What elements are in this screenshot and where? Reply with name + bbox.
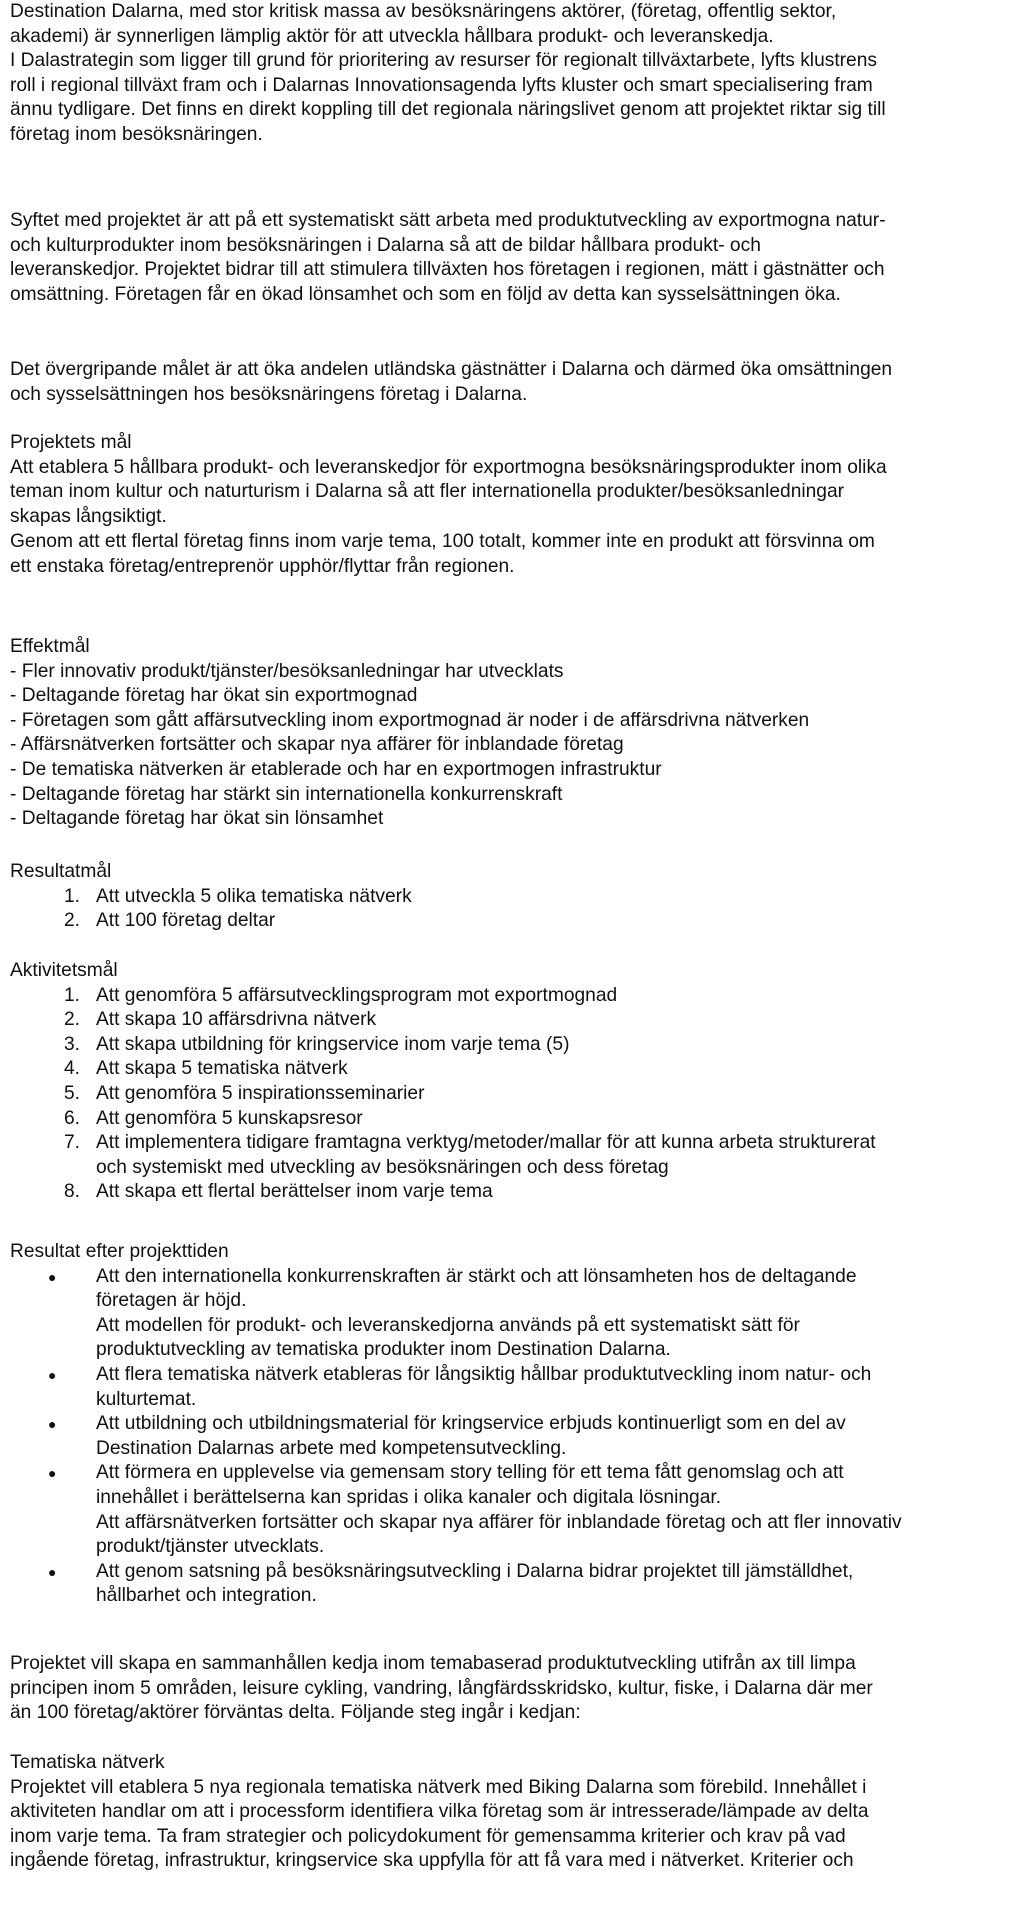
companies-paragraph bbox=[10, 530, 1020, 579]
item-number: 8. bbox=[63, 1181, 80, 1203]
item-text: Att utbildning och utbildningsmaterial för kringservice erbjuds kontinuerligt som en del av bbox=[96, 1413, 846, 1435]
text-line: Projektet vill etablera 5 nya regionala tematiska nätverk med Biking Dalarna som förebild. Innehållet i bbox=[10, 1776, 867, 1798]
item-text: Att den internationella konkurrenskraften är stärkt och att lönsamheten hos de deltagande bbox=[96, 1265, 857, 1287]
list-item: - Fler innovativ produkt/tjänster/besöksanledningar har utvecklats bbox=[10, 660, 564, 682]
bullet-item bbox=[10, 1461, 1020, 1559]
section-heading: Resultatmål bbox=[10, 861, 112, 882]
section-heading: Projektets mål bbox=[10, 432, 132, 453]
item-text: Att genomföra 5 kunskapsresor bbox=[96, 1107, 363, 1129]
item-text: företagen är höjd. bbox=[96, 1290, 247, 1312]
bullet-icon: ● bbox=[48, 1268, 57, 1285]
section-heading: Effektmål bbox=[10, 636, 90, 657]
list-item: - Deltagande företag har ökat sin exportmognad bbox=[10, 685, 418, 707]
text-line: ännu tydligare. Det finns en direkt koppling till det regionala näringslivet genom att projektet riktar sig till bbox=[10, 99, 886, 121]
text-line: och sysselsättningen hos besöksnäringens företag i Dalarna. bbox=[10, 383, 528, 405]
item-text: Att implementera tidigare framtagna verktyg/metoder/mallar för att kunna arbeta strukturerat bbox=[96, 1132, 876, 1154]
text-line: och kulturprodukter inom besöksnäringen i Dalarna så att de bildar hållbara produkt- och bbox=[10, 234, 761, 256]
bullet-icon: ● bbox=[48, 1366, 57, 1383]
numbered-item bbox=[10, 1008, 1020, 1033]
intro-paragraph bbox=[10, 0, 1020, 148]
item-text: Att förmera en upplevelse via gemensam story telling för ett tema fått genomslag och att bbox=[96, 1462, 844, 1484]
item-text: hållbarhet och integration. bbox=[96, 1585, 317, 1607]
text-line: än 100 företag/aktörer förväntas delta. Följande steg ingår i kedjan: bbox=[10, 1702, 581, 1724]
text-line: leveranskedjor. Projektet bidrar till att stimulera tillväxten hos företagen i regionen, mätt i gästnätter och bbox=[10, 259, 885, 281]
item-number: 2. bbox=[63, 910, 80, 932]
thematic-networks-section bbox=[10, 1751, 1020, 1874]
text-line: roll i regional tillväxt fram och i Dalarnas Innovationsagenda lyfts kluster och smart specialisering fram bbox=[10, 74, 873, 96]
item-text: Att utveckla 5 olika tematiska nätverk bbox=[96, 885, 412, 907]
text-line: principen inom 5 områden, leisure cykling, vandring, långfärdsskridsko, kultur, fiske, i Dalarna där mer bbox=[10, 1677, 873, 1699]
text-line: Genom att ett flertal företag finns inom varje tema, 100 totalt, kommer inte en produkt att försvinna om bbox=[10, 531, 875, 552]
text-line: akademi) är synnerligen lämplig aktör för att utveckla hållbara produkt- och leveranskedja. bbox=[10, 25, 774, 47]
text-line: ingående företag, infrastruktur, kringservice ska uppfylla för att få vara med i nätverket. Kriterier och bbox=[10, 1850, 854, 1872]
item-text: Att skapa 5 tematiska nätverk bbox=[96, 1058, 348, 1080]
chain-paragraph bbox=[10, 1652, 1020, 1726]
numbered-item bbox=[10, 1082, 1020, 1107]
bullet-item bbox=[10, 1560, 1020, 1609]
activity-goals-section bbox=[10, 959, 1020, 1205]
item-text: innehållet i berättelserna kan spridas i olika kanaler och digitala lösningar. bbox=[96, 1486, 722, 1508]
item-text: produkt/tjänster utvecklats. bbox=[96, 1536, 325, 1558]
text-line: skapas långsiktigt. bbox=[10, 505, 167, 527]
effect-goals-section bbox=[10, 635, 1020, 832]
list-item: - Deltagande företag har stärkt sin internationella konkurrenskraft bbox=[10, 783, 563, 805]
text-line: Destination Dalarna, med stor kritisk massa av besöksnäringens aktörer, (företag, offentlig sektor, bbox=[10, 1, 837, 22]
list-item: - Affärsnätverken fortsätter och skapar nya affärer för inblandade företag bbox=[10, 734, 624, 756]
item-text: och systemiskt med utveckling av besöksnäringen och dess företag bbox=[96, 1156, 669, 1178]
after-results-section bbox=[10, 1240, 1020, 1609]
item-text: Att modellen för produkt- och leveranskedjorna används på ett systematiskt sätt för bbox=[96, 1314, 800, 1336]
section-heading: Resultat efter projekttiden bbox=[10, 1241, 229, 1262]
item-text: kulturtemat. bbox=[96, 1388, 197, 1410]
item-number: 3. bbox=[63, 1033, 80, 1055]
numbered-item bbox=[10, 909, 1020, 934]
purpose-paragraph bbox=[10, 209, 1020, 307]
bullet-item bbox=[10, 1265, 1020, 1363]
bullet-icon: ● bbox=[48, 1416, 57, 1433]
text-line: I Dalastrategin som ligger till grund för prioritering av resurser för regionalt tillväxtarbete, lyfts klustrens bbox=[10, 50, 877, 72]
bullet-icon: ● bbox=[48, 1563, 57, 1580]
numbered-item bbox=[10, 1107, 1020, 1132]
item-number: 1. bbox=[63, 885, 80, 907]
text-line: Syftet med projektet är att på ett systematiskt sätt arbeta med produktutveckling av exportmogna natur- bbox=[10, 210, 886, 231]
bullet-icon: ● bbox=[48, 1465, 57, 1482]
text-line: inom varje tema. Ta fram strategier och policydokument för gemensamma kriterier och krav på vad bbox=[10, 1825, 846, 1847]
list-item: - Deltagande företag har ökat sin lönsamhet bbox=[10, 808, 384, 830]
item-text: Att affärsnätverken fortsätter och skapar nya affärer för inblandade företag och att fler innovativ bbox=[96, 1511, 902, 1533]
item-number: 1. bbox=[63, 984, 80, 1006]
item-number: 5. bbox=[63, 1082, 80, 1104]
item-number: 6. bbox=[63, 1107, 80, 1129]
text-line: aktiviteten handlar om att i processform identifiera vilka företag som är intresserade/lämpade av delta bbox=[10, 1801, 869, 1823]
numbered-item bbox=[10, 885, 1020, 910]
text-line: Projektet vill skapa en sammanhållen kedja inom temabaserad produktutveckling utifrån ax till limpa bbox=[10, 1653, 856, 1674]
text-line: företag inom besöksnäringen. bbox=[10, 123, 263, 145]
project-goal-section bbox=[10, 431, 1020, 529]
text-line: ett enstaka företag/entreprenör upphör/flyttar från regionen. bbox=[10, 555, 515, 577]
section-heading: Aktivitetsmål bbox=[10, 960, 118, 981]
result-goals-section bbox=[10, 860, 1020, 934]
item-text: Att skapa 10 affärsdrivna nätverk bbox=[96, 1009, 377, 1031]
numbered-item bbox=[10, 1057, 1020, 1082]
overall-goal-paragraph bbox=[10, 358, 1020, 407]
section-heading: Tematiska nätverk bbox=[10, 1752, 165, 1773]
item-text: Att genomföra 5 inspirationsseminarier bbox=[96, 1082, 425, 1104]
item-text: Att 100 företag deltar bbox=[96, 910, 276, 932]
text-line: Att etablera 5 hållbara produkt- och leveranskedjor för exportmogna besöksnäringsprodukter inom olika bbox=[10, 456, 887, 478]
text-line: teman inom kultur och naturturism i Dalarna så att fler internationella produkter/besöksanledningar bbox=[10, 481, 845, 503]
item-text: Att genom satsning på besöksnäringsutveckling i Dalarna bidrar projektet till jämställdhet, bbox=[96, 1560, 854, 1582]
item-number: 4. bbox=[63, 1058, 80, 1080]
list-item: - Företagen som gått affärsutveckling inom exportmognad är noder i de affärsdrivna nätverken bbox=[10, 709, 810, 731]
bullet-item bbox=[10, 1412, 1020, 1461]
item-text: Destination Dalarnas arbete med kompetensutveckling. bbox=[96, 1437, 567, 1459]
numbered-item bbox=[10, 1033, 1020, 1058]
item-number: 2. bbox=[63, 1009, 80, 1031]
item-text: produktutveckling av tematiska produkter inom Destination Dalarna. bbox=[96, 1339, 671, 1361]
item-text: Att skapa ett flertal berättelser inom varje tema bbox=[96, 1181, 493, 1203]
item-text: Att flera tematiska nätverk etableras för långsiktig hållbar produktutveckling inom natur- och bbox=[96, 1363, 872, 1385]
bullet-item bbox=[10, 1363, 1020, 1412]
list-item: - De tematiska nätverken är etablerade och har en exportmogen infrastruktur bbox=[10, 758, 662, 780]
numbered-item bbox=[10, 1180, 1020, 1205]
text-line: Det övergripande målet är att öka andelen utländska gästnätter i Dalarna och därmed öka omsättningen bbox=[10, 359, 893, 380]
numbered-item bbox=[10, 1131, 1020, 1180]
numbered-item bbox=[10, 984, 1020, 1009]
item-number: 7. bbox=[63, 1132, 80, 1154]
item-text: Att genomföra 5 affärsutvecklingsprogram mot exportmognad bbox=[96, 984, 618, 1006]
item-text: Att skapa utbildning för kringservice inom varje tema (5) bbox=[96, 1033, 570, 1055]
text-line: omsättning. Företagen får en ökad lönsamhet och som en följd av detta kan sysselsättningen öka. bbox=[10, 283, 841, 305]
